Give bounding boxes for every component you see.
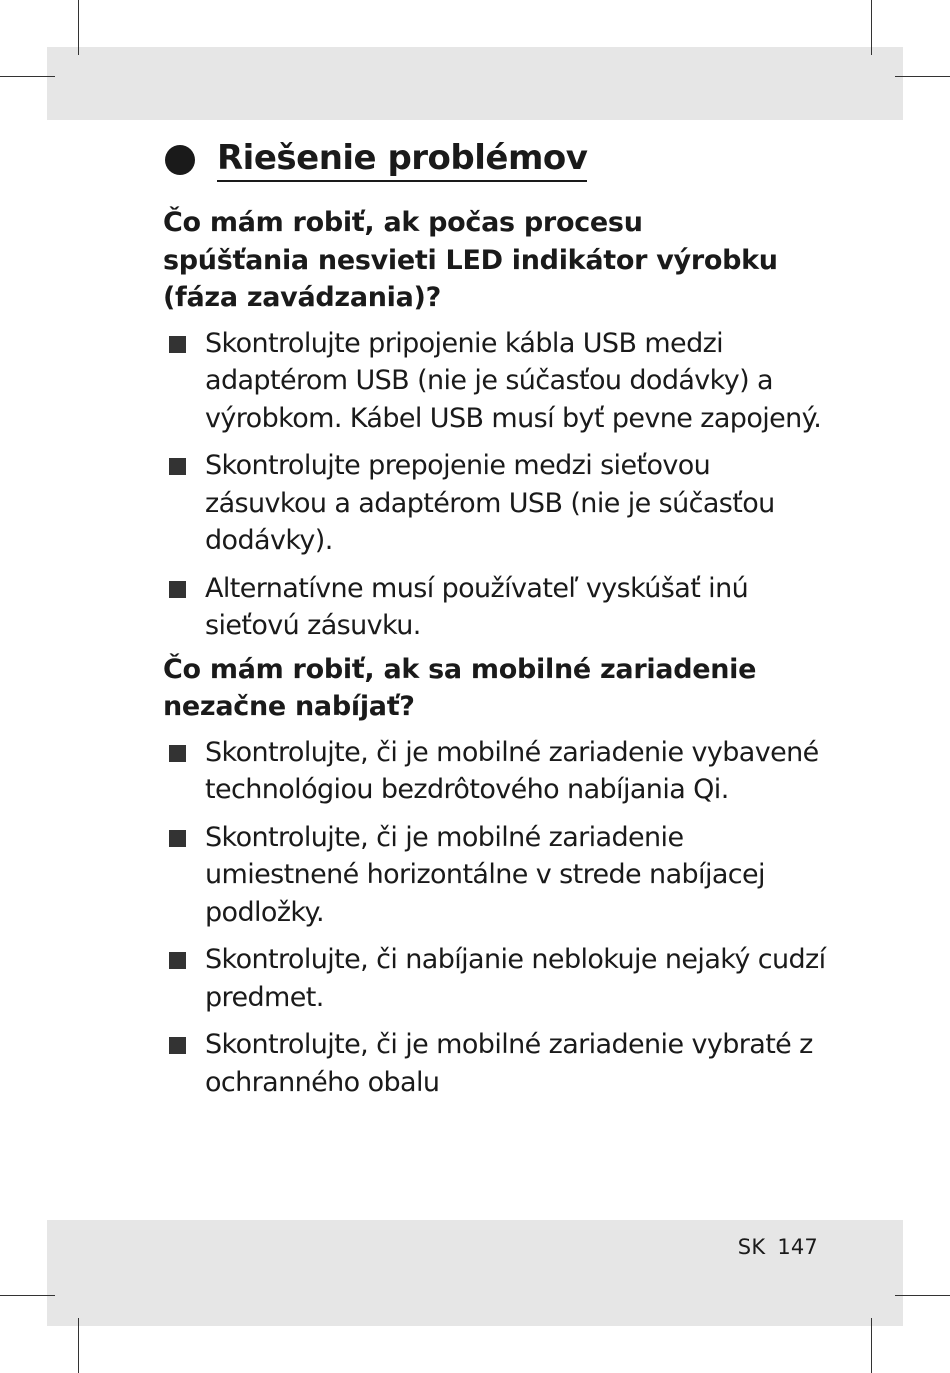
square-bullet-icon xyxy=(169,336,186,353)
list-item-text: Skontrolujte, či nabíjanie neblokuje nejaký cudzí predmet. xyxy=(205,944,826,1013)
crop-mark xyxy=(895,1295,950,1296)
list-item xyxy=(163,819,843,932)
list-item xyxy=(163,1026,843,1101)
page-number: 147 xyxy=(777,1235,818,1259)
list-item-text: Skontrolujte, či je mobilné zariadenie vybavené technológiou bezdrôtového nabíjania Qi. xyxy=(205,736,819,805)
crop-mark xyxy=(0,76,55,77)
list-item xyxy=(163,325,843,438)
list-item-text: Skontrolujte, či je mobilné zariadenie vybraté z ochranného obalu xyxy=(205,1029,813,1098)
list-item xyxy=(163,570,843,645)
language-code: SK xyxy=(737,1235,766,1259)
square-bullet-icon xyxy=(169,1037,186,1054)
question-heading-1: Čo mám robiť, ak počas procesu spúšťania nesvieti LED indikátor výrobku (fáza zavádzania)? xyxy=(163,207,778,313)
answer-list-2 xyxy=(163,734,843,1102)
page-content xyxy=(163,136,843,1101)
filled-circle-icon xyxy=(165,145,195,175)
header-band xyxy=(47,47,903,120)
square-bullet-icon xyxy=(169,952,186,969)
question-heading-2: Čo mám robiť, ak sa mobilné zariadenie nezačne nabíjať? xyxy=(163,653,757,722)
page-footer xyxy=(738,1235,818,1259)
answer-list-1 xyxy=(163,325,843,645)
list-item xyxy=(163,941,843,1016)
crop-mark xyxy=(0,1295,55,1296)
crop-mark xyxy=(871,1318,872,1373)
list-item-text: Skontrolujte prepojenie medzi sieťovou zásuvkou a adaptérom USB (nie je súčasťou dodávky). xyxy=(205,450,775,556)
list-item xyxy=(163,447,843,560)
page-title: Riešenie problémov xyxy=(217,138,587,182)
list-item-text: Skontrolujte pripojenie kábla USB medzi adaptérom USB (nie je súčasťou dodávky) a výrobkom. Kábel USB musí byť pevne zapojený. xyxy=(205,327,822,434)
list-item-text: Alternatívne musí používateľ vyskúšať inú sieťovú zásuvku. xyxy=(205,572,749,641)
section-heading xyxy=(165,136,843,184)
crop-mark xyxy=(78,0,79,55)
crop-mark xyxy=(871,0,872,55)
square-bullet-icon xyxy=(169,830,186,847)
square-bullet-icon xyxy=(169,458,186,475)
crop-mark xyxy=(78,1318,79,1373)
square-bullet-icon xyxy=(169,581,186,598)
list-item-text: Skontrolujte, či je mobilné zariadenie umiestnené horizontálne v strede nabíjacej podložky. xyxy=(205,821,765,928)
crop-mark xyxy=(895,76,950,77)
list-item xyxy=(163,734,843,809)
square-bullet-icon xyxy=(169,745,186,762)
